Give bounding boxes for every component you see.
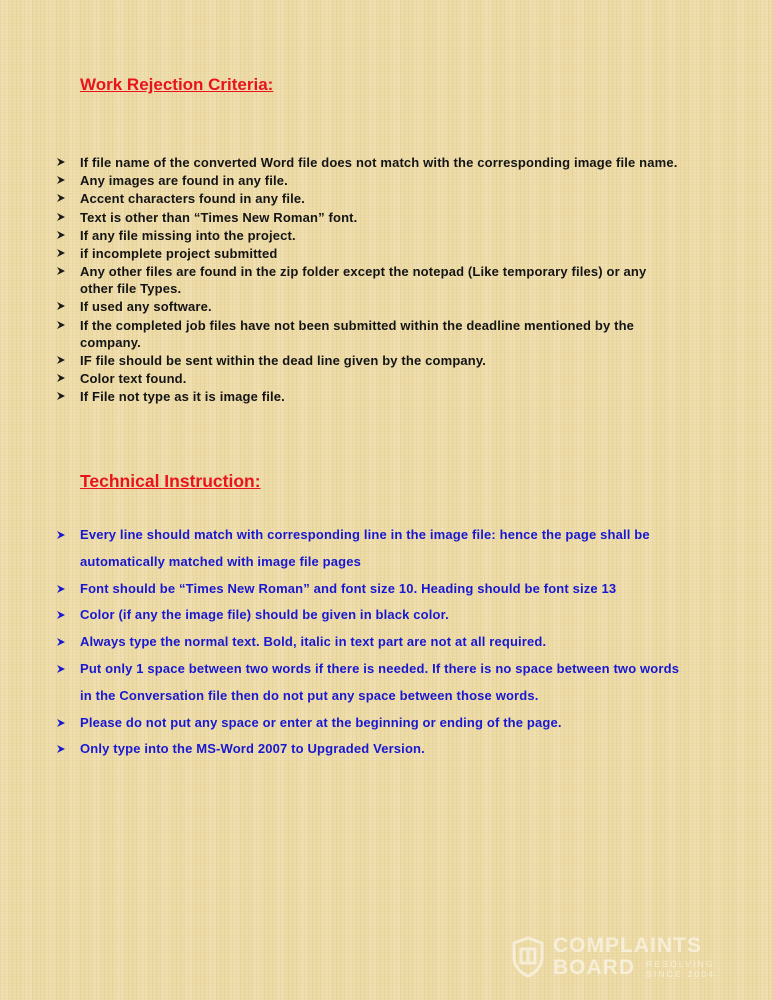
- arrow-bullet-icon: [56, 266, 66, 276]
- watermark-tagline-2: SINCE 2004: [646, 969, 716, 979]
- rejection-criteria-heading: Work Rejection Criteria:: [80, 75, 274, 94]
- list-item-text: Accent characters found in any file.: [80, 191, 306, 207]
- list-item-text: Color text found.: [80, 370, 187, 386]
- arrow-bullet-icon: [56, 391, 66, 401]
- list-item: [0, 190, 680, 207]
- arrow-bullet-icon: [56, 320, 66, 330]
- technical-instruction-heading: Technical Instruction:: [80, 471, 261, 491]
- list-item-text: Every line should match with corresponding line in the image file: hence the page shall be automatically matched with image file pages: [80, 527, 650, 569]
- arrow-bullet-icon: [56, 610, 66, 620]
- list-item-text: IF file should be sent within the dead line given by the company.: [80, 352, 487, 368]
- arrow-bullet-icon: [56, 230, 66, 240]
- list-item-text: Font should be “Times New Roman” and font size 10. Heading should be font size 13: [80, 580, 617, 596]
- list-item: [0, 710, 684, 737]
- list-item-text: Put only 1 space between two words if there is needed. If there is no space between two words in the Conversation file then do not put any space between those words.: [80, 660, 680, 703]
- list-item-text: if incomplete project submitted: [80, 245, 278, 261]
- technical-instruction-list: [0, 522, 773, 763]
- list-item: [0, 736, 684, 763]
- list-item: [0, 576, 684, 603]
- arrow-bullet-icon: [56, 637, 66, 647]
- list-item: [0, 388, 680, 405]
- arrow-bullet-icon: [56, 744, 66, 754]
- watermark-tagline-1: RESOLVING: [646, 959, 715, 969]
- list-item: [0, 370, 680, 387]
- list-item: [0, 352, 680, 369]
- list-item: [0, 172, 680, 189]
- list-item: [0, 298, 680, 315]
- list-item: [0, 154, 680, 171]
- arrow-bullet-icon: [56, 193, 66, 203]
- arrow-bullet-icon: [56, 248, 66, 258]
- list-item-text: Always type the normal text. Bold, italic in text part are not at all required.: [80, 634, 547, 650]
- list-item-text: If file name of the converted Word file does not match with the corresponding image file name.: [80, 155, 678, 170]
- arrow-bullet-icon: [56, 664, 66, 674]
- list-item-text: Any other files are found in the zip folder except the notepad (Like temporary files) or any other file Types.: [80, 264, 647, 297]
- watermark-line1: COMPLAINTS: [553, 934, 702, 957]
- list-item-text: Color (if any the image file) should be given in black color.: [80, 607, 449, 623]
- arrow-bullet-icon: [56, 157, 66, 167]
- arrow-bullet-icon: [56, 584, 66, 594]
- list-item-text: Please do not put any space or enter at the beginning or ending of the page.: [80, 714, 562, 730]
- list-item: [0, 209, 680, 226]
- list-item: [0, 602, 684, 629]
- list-item-text: If used any software.: [80, 299, 212, 315]
- list-item: [0, 245, 680, 262]
- list-item: [0, 656, 684, 710]
- list-item-text: Only type into the MS-Word 2007 to Upgraded Version.: [80, 741, 425, 757]
- arrow-bullet-icon: [56, 212, 66, 222]
- arrow-bullet-icon: [56, 175, 66, 185]
- arrow-bullet-icon: [56, 355, 66, 365]
- list-item: [0, 629, 684, 656]
- complaints-board-watermark: [511, 934, 727, 980]
- list-item: [0, 263, 680, 297]
- list-item: [0, 522, 684, 576]
- arrow-bullet-icon: [56, 373, 66, 383]
- list-item-text: If File not type as it is image file.: [80, 389, 285, 405]
- rejection-criteria-list: [0, 154, 773, 406]
- arrow-bullet-icon: [56, 301, 66, 311]
- watermark-line2: BOARD: [553, 956, 635, 979]
- arrow-bullet-icon: [56, 718, 66, 728]
- list-item-text: If any file missing into the project.: [80, 227, 296, 243]
- list-item-text: Any images are found in any file.: [80, 173, 288, 189]
- arrow-bullet-icon: [56, 530, 66, 540]
- list-item: [0, 317, 680, 351]
- list-item-text: Text is other than “Times New Roman” font.: [80, 209, 358, 225]
- list-item: [0, 227, 680, 244]
- list-item-text: If the completed job files have not been submitted within the deadline mentioned by the company.: [80, 317, 635, 350]
- shield-icon: [511, 936, 545, 978]
